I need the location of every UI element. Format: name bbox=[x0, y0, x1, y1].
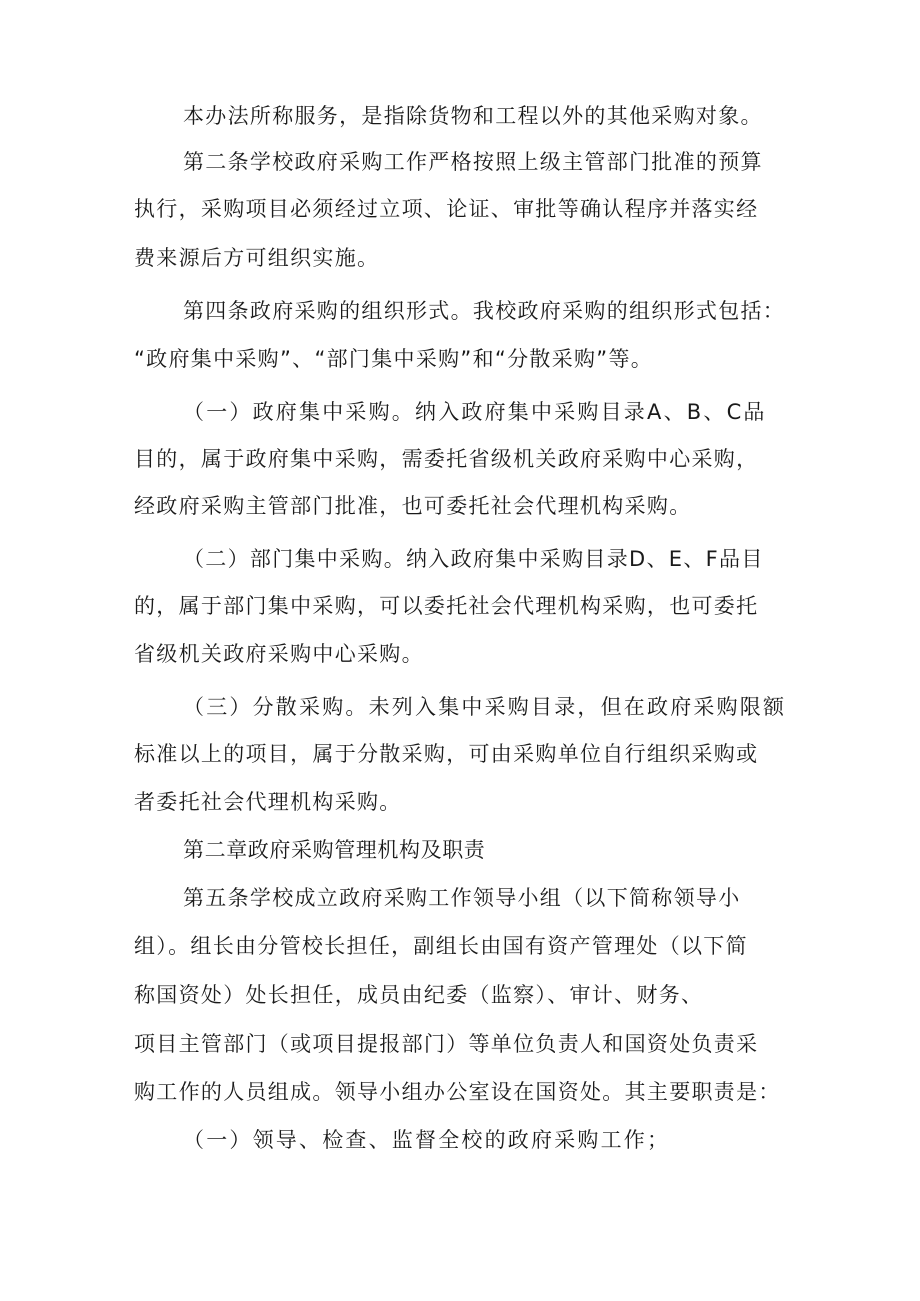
paragraph-line: （一）领导、检查、监督全校的政府采购工作； bbox=[183, 1128, 671, 1152]
paragraph-line: 第四条政府采购的组织形式。我校政府采购的组织形式包括： bbox=[183, 299, 786, 323]
paragraph-line: 的，属于部门集中采购，可以委托社会代理机构采购，也可委托 bbox=[134, 594, 759, 618]
paragraph-line: （二）部门集中采购。纳入政府集中采购目录D、E、F品目 bbox=[183, 547, 764, 571]
paragraph-line: 省级机关政府采购中心采购。 bbox=[134, 642, 424, 666]
paragraph-line: （一）政府集中采购。纳入政府集中采购目录A、B、C品 bbox=[183, 400, 767, 424]
paragraph-line: 执行，采购项目必须经过立项、论证、审批等确认程序并落实经 bbox=[134, 197, 759, 221]
paragraph-line: 第二条学校政府采购工作严格按照上级主管部门批准的预算 bbox=[183, 150, 763, 174]
paragraph-line: “政府集中采购”、“部门集中采购”和“分散采购”等。 bbox=[134, 347, 654, 371]
paragraph-line: 购工作的人员组成。领导小组办公室设在国资处。其主要职责是： bbox=[134, 1080, 781, 1104]
paragraph-line: 费来源后方可组织实施。 bbox=[134, 246, 380, 270]
paragraph-line: 本办法所称服务，是指除货物和工程以外的其他采购对象。 bbox=[183, 104, 763, 128]
paragraph-line: 标准以上的项目，属于分散采购，可由采购单位自行组织采购或 bbox=[134, 742, 759, 766]
paragraph-line: 者委托社会代理机构采购。 bbox=[134, 790, 402, 814]
paragraph-line: 目的，属于政府集中采购，需委托省级机关政府采购中心采购， bbox=[134, 447, 759, 471]
paragraph-line: 组）。组长由分管校长担任，副组长由国有资产管理处（以下简 bbox=[134, 934, 748, 958]
paragraph-line: 项目主管部门（或项目提报部门）等单位负责人和国资处负责采 bbox=[134, 1032, 759, 1056]
chapter-heading: 第二章政府采购管理机构及职责 bbox=[183, 838, 486, 862]
paragraph-line: 称国资处）处长担任，成员由纪委（监察）、审计、财务、 bbox=[134, 983, 704, 1007]
paragraph-line: （三）分散采购。未列入集中采购目录，但在政府采购限额 bbox=[183, 695, 787, 719]
paragraph-line: 经政府采购主管部门批准，也可委托社会代理机构采购。 bbox=[134, 494, 692, 518]
paragraph-line: 第五条学校成立政府采购工作领导小组（以下简称领导小 bbox=[183, 886, 741, 910]
